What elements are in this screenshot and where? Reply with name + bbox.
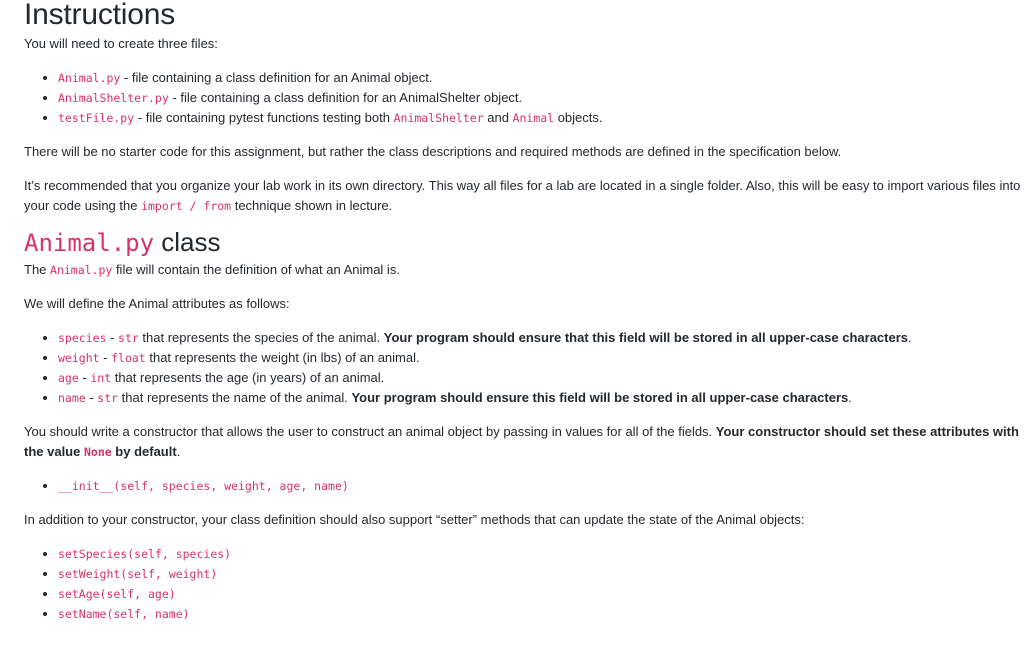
list-item: • setSpecies(self, species)	[58, 544, 1024, 564]
inline-code: AnimalShelter	[393, 111, 484, 125]
file-definition-paragraph: The Animal.py file will contain the definition of what an Animal is.	[24, 262, 400, 277]
list-item: • setName(self, name)	[58, 604, 1024, 624]
list-item: • setAge(self, age)	[58, 584, 1024, 604]
attributes-list	[24, 328, 1024, 408]
init-list	[24, 476, 1024, 496]
constructor-paragraph: You should write a constructor that allows the user to construct an animal object by passing in values for all of the fields. Your constructor should set these attributes with the value None by default.	[24, 424, 1019, 459]
list-item	[58, 476, 1024, 496]
list-item: • setWeight(self, weight)	[58, 564, 1024, 584]
page-title: Instructions	[24, 0, 175, 31]
inline-code: Animal.py	[50, 263, 113, 277]
list-item: • testFile.py - file containing pytest functions testing both AnimalShelter and Animal objects.	[58, 108, 1024, 128]
inline-code: Animal	[512, 111, 555, 125]
list-item: • name - str that represents the name of the animal. Your program should ensure this field will be stored in all upper-case characters.	[58, 388, 1024, 408]
inline-code: testFile.py	[58, 111, 135, 125]
no-starter-paragraph: There will be no starter code for this assignment, but rather the class descriptions and required methods are defined in the specification below.	[24, 144, 842, 159]
setters-list	[24, 544, 1024, 624]
list-item: • weight - float that represents the weight (in lbs) of an animal.	[58, 348, 1024, 368]
inline-code: Animal.py	[58, 71, 121, 85]
inline-code: None	[83, 445, 112, 459]
inline-code: AnimalShelter.py	[58, 91, 169, 105]
section-heading: Animal.py class	[24, 227, 221, 257]
list-item: • AnimalShelter.py - file containing a class definition for an AnimalShelter object.	[58, 88, 1024, 108]
inline-code: import / from	[141, 199, 232, 213]
organize-paragraph: It’s recommended that you organize your lab work in its own directory. This way all files for a lab are located in a single folder. Also, this will be easy to import various files into your code using the import / from technique shown in lecture.	[24, 178, 1021, 213]
attributes-intro: We will define the Animal attributes as follows:	[24, 296, 290, 311]
init-signature: __init__(self, species, weight, age, name)	[58, 479, 349, 493]
files-list	[24, 68, 1024, 128]
setters-intro: In addition to your constructor, your class definition should also support “setter” methods that can update the state of the Animal objects:	[24, 512, 805, 527]
list-item: • Animal.py - file containing a class definition for an Animal object.	[58, 68, 1024, 88]
list-item: • species - str that represents the species of the animal. Your program should ensure that this field will be stored in all upper-case characters.	[58, 328, 1024, 348]
list-item: • age - int that represents the age (in years) of an animal.	[58, 368, 1024, 388]
intro-paragraph: You will need to create three files:	[24, 36, 218, 51]
